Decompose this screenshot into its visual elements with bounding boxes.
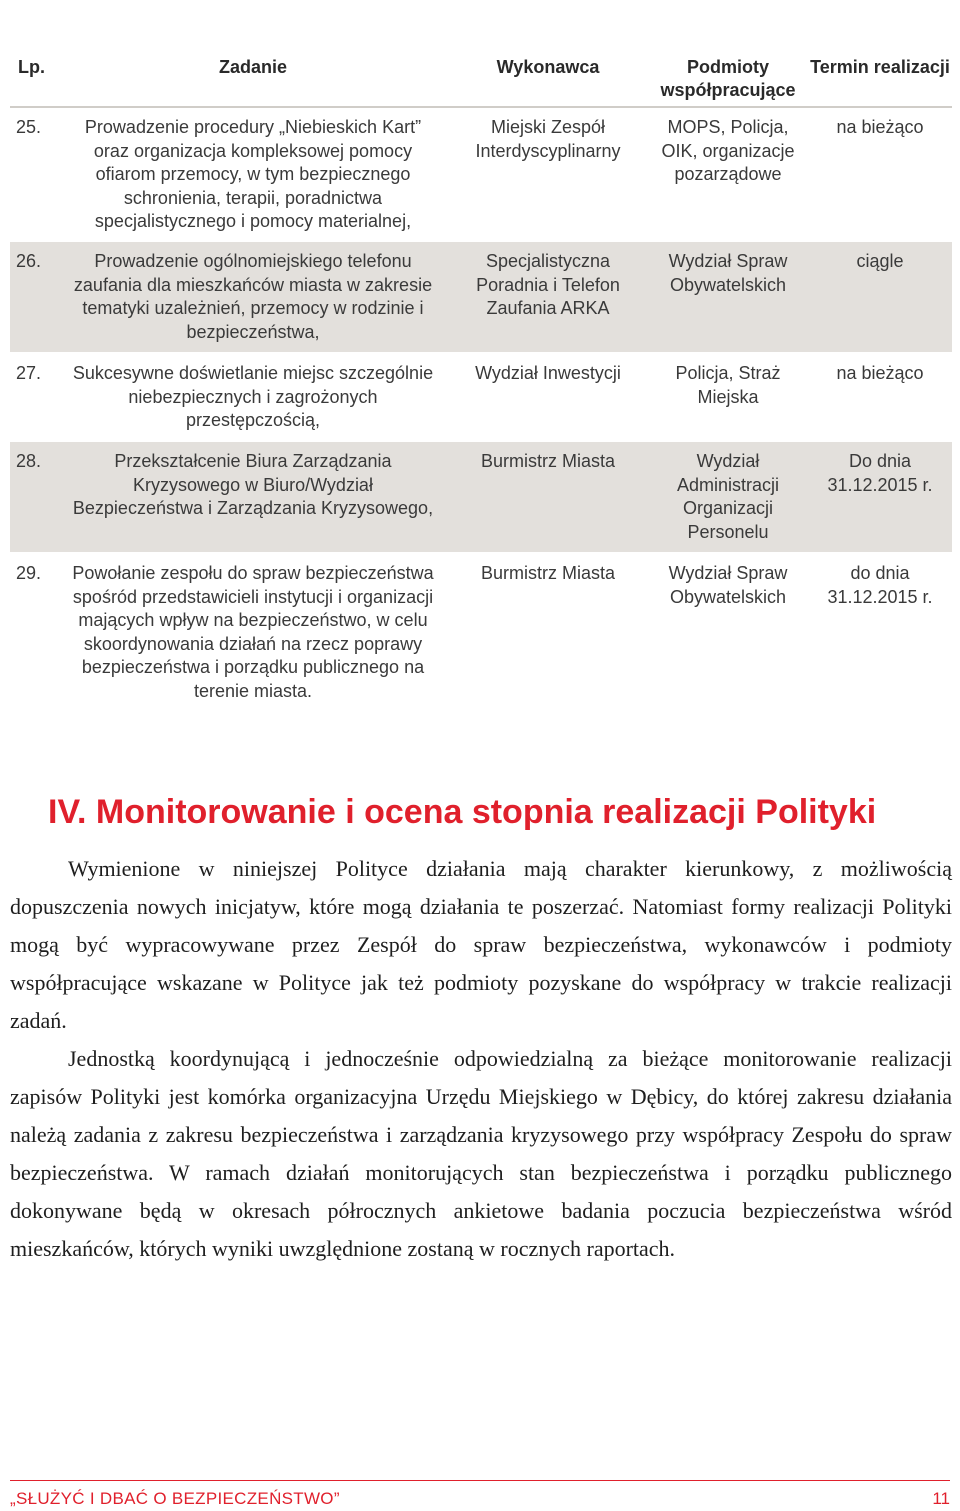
table-header: [10, 50, 952, 108]
table-row: [10, 554, 952, 714]
footer-divider: [10, 1480, 950, 1481]
row-task: Prowadzenie procedury „Niebieskich Kart” oraz organizacja kompleksowej pomocy ofiarom przemocy, w tym bezpiecznego schronienia, terapii, poradnictwa specjalistycznego i pomocy materialnej,: [84, 117, 422, 231]
row-deadline: na bieżąco: [836, 117, 924, 137]
table-row: [10, 242, 952, 354]
row-task: Sukcesywne doświetlanie miejsc szczególnie niebezpiecznych i zagrożonych przestępczością,: [72, 363, 434, 430]
row-executor: Wydział Inwestycji: [475, 363, 621, 383]
row-number: 29.: [16, 563, 42, 583]
row-deadline: ciągle: [856, 251, 904, 271]
page-number: 11: [932, 1489, 950, 1508]
table-row: [10, 108, 952, 242]
header-executor: Wykonawca: [496, 57, 600, 77]
header-lp: Lp.: [18, 57, 45, 77]
row-task: Powołanie zespołu do spraw bezpieczeństwa spośród przedstawicieli instytucji i organizacji mających wpływ na bezpieczeństwo, w celu skoordynowania działań na rzecz poprawy bezpieczeństwa i porządku publicznego na terenie miasta.: [72, 563, 434, 701]
row-executor: Burmistrz Miasta: [480, 563, 615, 583]
table-row: [10, 442, 952, 554]
footer-slogan: „SŁUŻYĆ I DBAĆ O BEZPIECZEŃSTWO”: [10, 1489, 340, 1508]
row-number: 26.: [16, 251, 42, 271]
row-partners: MOPS, Policja, OIK, organizacje pozarządowe: [661, 117, 795, 184]
section-title: IV. Monitorowanie i ocena stopnia realizacji Polityki: [48, 793, 877, 831]
row-partners: Policja, Straż Miejska: [675, 363, 781, 407]
row-executor: Specjalistyczna Poradnia i Telefon Zaufania ARKA: [476, 251, 620, 318]
paragraph: Jednostką koordynującą i jednocześnie odpowiedzialną za bieżące monitorowanie realizacji zapisów Polityki jest komórka organizacyjna Urzędu Miejskiego w Dębicy, do której zakresu działania należą zadania z zakresu bezpieczeństwa i zarządzania kryzysowego przy współpracy Zespołu do spraw bezpieczeństwa. W ramach działań monitorujących stan bezpieczeństwa i porządku publicznego dokonywane będą w okresach półrocznych ankietowe badania poczucia bezpieczeństwa wśród mieszkańców, których wyniki uwzględnione zostaną w rocznych raportach.: [10, 1046, 952, 1261]
row-deadline: Do dnia 31.12.2015 r.: [827, 451, 933, 495]
row-executor: Miejski Zespół Interdyscyplinarny: [475, 117, 621, 161]
paragraph: Wymienione w niniejszej Polityce działania mają charakter kierunkowy, z możliwością dopuszczenia nowych inicjatyw, które mogą działania te poszerzać. Natomiast formy realizacji Polityki mogą być wypracowywane przez Zespół do spraw bezpieczeństwa, wykonawców i podmioty współpracujące wskazane w Polityce jak też podmioty pozyskane do współpracy w trakcie realizacji zadań.: [10, 856, 952, 1033]
table-row: [10, 354, 952, 442]
row-executor: Burmistrz Miasta: [480, 451, 615, 471]
section-body: [10, 850, 952, 1268]
header-deadline: Termin realizacji: [810, 57, 950, 77]
row-partners: Wydział Spraw Obywatelskich: [668, 563, 788, 607]
row-deadline: do dnia 31.12.2015 r.: [827, 563, 933, 607]
row-partners: Wydział Spraw Obywatelskich: [668, 251, 788, 295]
tasks-table: [10, 50, 952, 714]
row-number: 28.: [16, 451, 42, 471]
header-task: Zadanie: [218, 57, 288, 77]
row-task: Prowadzenie ogólnomiejskiego telefonu zaufania dla mieszkańców miasta w zakresie tematyki uzależnień, przemocy w rodzinie i bezpieczeństwa,: [73, 251, 433, 342]
row-number: 27.: [16, 363, 42, 383]
header-partners: Podmioty współpracujące: [660, 57, 796, 100]
row-task: Przekształcenie Biura Zarządzania Kryzysowego w Biuro/Wydział Bezpieczeństwa i Zarządzania Kryzysowego,: [72, 451, 434, 518]
row-partners: Wydział Administracji Organizacji Personelu: [676, 451, 780, 542]
row-deadline: na bieżąco: [836, 363, 924, 383]
row-number: 25.: [16, 117, 42, 137]
